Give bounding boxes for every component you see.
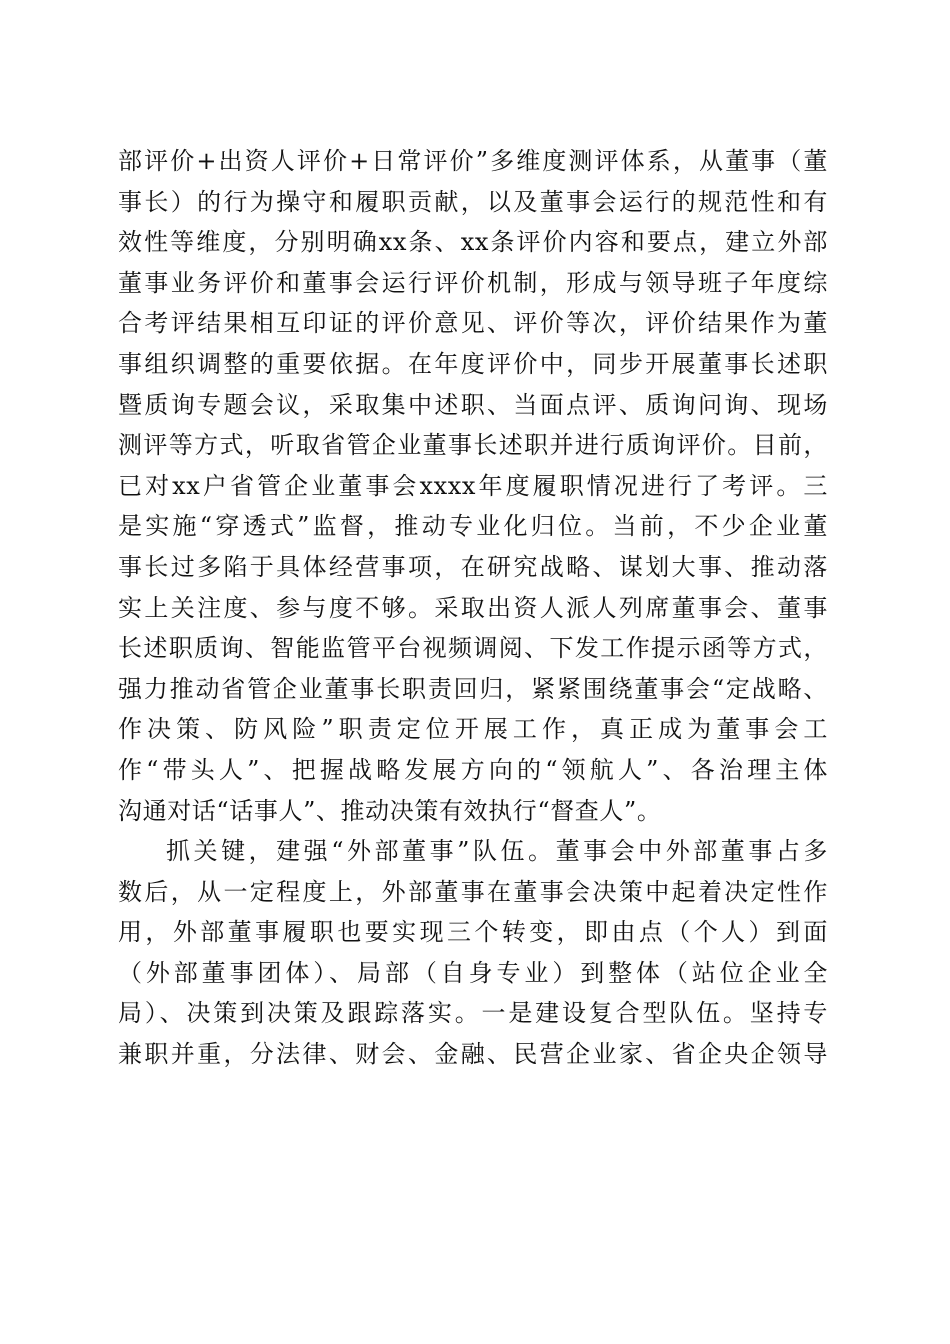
text-line: 已对xx户省管企业董事会xxxx年度履职情况进行了考评。三 bbox=[118, 471, 828, 500]
text-line: （外部董事团体）、局部（自身专业）到整体（站位企业全 bbox=[118, 958, 828, 987]
text-line: 是实施“穿透式”监督，推动专业化归位。当前，不少企业董 bbox=[118, 512, 828, 541]
text-line: 测评等方式，听取省管企业董事长述职并进行质询评价。目前， bbox=[118, 431, 828, 460]
text-line: 效性等维度，分别明确xx条、xx条评价内容和要点，建立外部 bbox=[118, 228, 828, 257]
text-line: 合考评结果相互印证的评价意见、评价等次，评价结果作为董 bbox=[118, 309, 828, 338]
text-line: 事长过多陷于具体经营事项，在研究战略、谋划大事、推动落 bbox=[118, 552, 828, 581]
text-line: 数后，从一定程度上，外部董事在董事会决策中起着决定性作 bbox=[118, 877, 828, 906]
text-line: 用，外部董事履职也要实现三个转变，即由点（个人）到面 bbox=[118, 918, 828, 947]
text-line: 部评价+出资人评价+日常评价”多维度测评体系，从董事（董 bbox=[118, 147, 828, 175]
text-line: 强力推动省管企业董事长职责回归，紧紧围绕董事会“定战略、 bbox=[118, 674, 828, 703]
text-line: 事长）的行为操守和履职贡献，以及董事会运行的规范性和有 bbox=[118, 187, 828, 216]
text-line: 实上关注度、参与度不够。采取出资人派人列席董事会、董事 bbox=[118, 593, 828, 622]
text-line: 沟通对话“话事人”、推动决策有效执行“督查人”。 bbox=[118, 796, 662, 825]
text-line: 暨质询专题会议，采取集中述职、当面点评、质询问询、现场 bbox=[118, 390, 828, 419]
text-line: 事组织调整的重要依据。在年度评价中，同步开展董事长述职 bbox=[118, 349, 828, 378]
text-line: 作“带头人”、把握战略发展方向的“领航人”、各治理主体 bbox=[118, 755, 828, 784]
text-line: 作决策、防风险”职责定位开展工作，真正成为董事会工 bbox=[118, 715, 828, 744]
text-line: 兼职并重，分法律、财会、金融、民营企业家、省企央企领导 bbox=[118, 1040, 828, 1069]
text-line: 局）、决策到决策及跟踪落实。一是建设复合型队伍。坚持专 bbox=[118, 999, 828, 1028]
text-line: 长述职质询、智能监管平台视频调阅、下发工作提示函等方式， bbox=[118, 634, 828, 663]
body-text bbox=[118, 141, 828, 1075]
paragraph-start-line: 抓关键，建强“外部董事”队伍。董事会中外部董事占多 bbox=[166, 837, 828, 866]
text-line: 董事业务评价和董事会运行评价机制，形成与领导班子年度综 bbox=[118, 268, 828, 297]
